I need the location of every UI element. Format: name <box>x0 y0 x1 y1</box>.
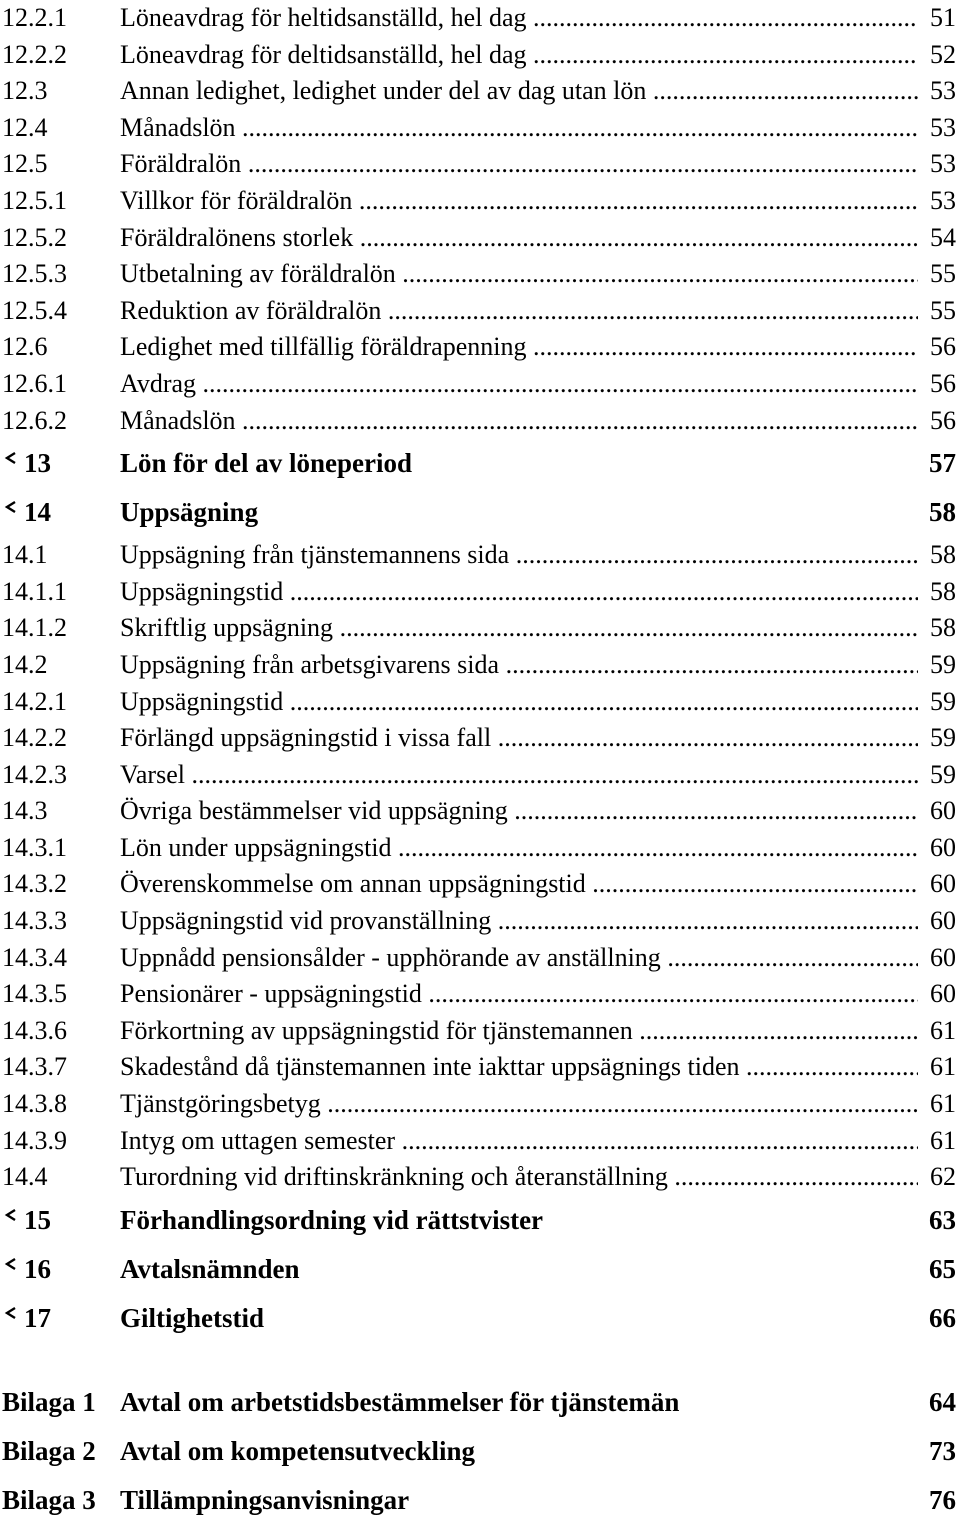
toc-number: 12.5.4 <box>2 295 67 325</box>
toc-number: 15 <box>24 1204 51 1235</box>
toc-number: 12.2.2 <box>2 39 67 69</box>
toc-entry[interactable] <box>0 574 960 611</box>
toc-page: 53 <box>930 149 956 179</box>
toc-number: Bilaga 2 <box>2 1435 96 1466</box>
toc-number: Bilaga 3 <box>2 1484 96 1515</box>
toc-page: 59 <box>930 723 956 753</box>
toc-number: 12.6.2 <box>2 405 67 435</box>
toc-title: Ledighet med tillfällig föräldrapenning ..... <box>120 329 918 366</box>
toc-number: 12.6 <box>2 332 48 362</box>
toc-title: Tillämpningsanvisningar <box>120 1484 410 1515</box>
toc-number: 14.3.1 <box>2 832 67 862</box>
toc-entry[interactable] <box>0 537 960 574</box>
toc-title: Uppnådd pensionsålder - upphörande av anställning ..... <box>120 940 918 977</box>
toc-number: 14.3.9 <box>2 1125 67 1155</box>
toc-entry[interactable] <box>0 73 960 110</box>
toc-page: 54 <box>930 222 956 252</box>
toc-page: 61 <box>930 1125 956 1155</box>
toc-title: Förhandlingsordning vid rättstvister <box>120 1204 544 1235</box>
toc-title: Månadslön ..... <box>120 110 918 147</box>
toc-entry[interactable] <box>0 1159 960 1196</box>
toc-entry[interactable] <box>0 1049 960 1086</box>
toc-title: Föräldralön ..... <box>120 146 918 183</box>
toc-entry[interactable] <box>0 0 960 37</box>
toc-number: 14.3.3 <box>2 906 67 936</box>
toc-chapter-13[interactable] <box>0 439 960 488</box>
toc-entry[interactable] <box>0 37 960 74</box>
toc-page: 58 <box>929 497 956 528</box>
expand-caret-icon[interactable] <box>4 1257 18 1283</box>
toc-entry[interactable] <box>0 1013 960 1050</box>
toc-page: 51 <box>930 3 956 32</box>
toc-title: Villkor för föräldralön ..... <box>120 183 918 220</box>
toc-entry[interactable] <box>0 610 960 647</box>
toc-entry[interactable] <box>0 647 960 684</box>
toc-page: 53 <box>930 112 956 142</box>
toc-entry[interactable] <box>0 976 960 1013</box>
toc-number: 12.3 <box>2 76 48 106</box>
toc-page: 59 <box>930 686 956 716</box>
toc-entry[interactable] <box>0 903 960 940</box>
toc-title: Uppsägning från tjänstemannens sida ..... <box>120 537 918 574</box>
toc-number: 14.4 <box>2 1162 48 1192</box>
toc-entry[interactable] <box>0 720 960 757</box>
toc-page: 55 <box>930 295 956 325</box>
toc-page: 60 <box>930 906 956 936</box>
toc-page: 60 <box>930 832 956 862</box>
toc-chapter-17[interactable] <box>0 1294 960 1343</box>
toc-page: 62 <box>930 1162 956 1192</box>
toc-title: Avtal om kompetensutveckling <box>120 1435 475 1466</box>
toc-page: 76 <box>929 1484 956 1515</box>
toc-entry[interactable] <box>0 684 960 721</box>
toc-title: Uppsägning från arbetsgivarens sida ..... <box>120 647 918 684</box>
toc-number: 14.2.3 <box>2 759 67 789</box>
toc-entry[interactable] <box>0 1123 960 1160</box>
toc-entry[interactable] <box>0 183 960 220</box>
toc-page: 60 <box>930 869 956 899</box>
toc-entry[interactable] <box>0 366 960 403</box>
toc-page: 58 <box>930 613 956 643</box>
toc-entry[interactable] <box>0 293 960 330</box>
toc-number: Bilaga 1 <box>2 1386 96 1417</box>
toc-page: 59 <box>930 759 956 789</box>
toc-number: 12.5 <box>2 149 48 179</box>
toc-page: 65 <box>929 1253 956 1284</box>
toc-title: Löneavdrag för heltidsanställd, hel dag ..... <box>120 0 918 37</box>
toc-title: Förlängd uppsägningstid i vissa fall ..... <box>120 720 918 757</box>
toc-entry[interactable] <box>0 830 960 867</box>
toc-page: 60 <box>930 942 956 972</box>
toc-page: 73 <box>929 1435 956 1466</box>
toc-page: 56 <box>930 405 956 435</box>
toc-title: Tjänstgöringsbetyg ..... <box>120 1086 918 1123</box>
toc-page: 58 <box>930 576 956 606</box>
toc-number: 12.5.2 <box>2 222 67 252</box>
toc-entry[interactable] <box>0 866 960 903</box>
toc-number: 14 <box>24 497 51 528</box>
toc-title: Utbetalning av föräldralön ..... <box>120 256 918 293</box>
toc-page: 52 <box>930 39 956 69</box>
toc-title: Avtalsnämnden <box>120 1253 300 1284</box>
toc-page: 55 <box>930 259 956 289</box>
toc-chapter-16[interactable] <box>0 1245 960 1294</box>
toc-number: 12.4 <box>2 112 48 142</box>
toc-title: Reduktion av föräldralön ..... <box>120 293 918 330</box>
toc-number: 16 <box>24 1253 51 1284</box>
toc-chapter-15[interactable] <box>0 1196 960 1245</box>
toc-page: 61 <box>930 1015 956 1045</box>
toc-number: 14.3.6 <box>2 1015 67 1045</box>
toc-number: 14.1 <box>2 540 48 570</box>
toc-number: 17 <box>24 1302 51 1333</box>
toc-number: 14.1.2 <box>2 613 67 643</box>
toc-entry[interactable] <box>0 403 960 440</box>
expand-caret-icon[interactable] <box>4 1208 18 1234</box>
toc-title: Lön för del av löneperiod <box>120 448 413 479</box>
toc-title: Förkortning av uppsägningstid för tjänstemannen ..... <box>120 1013 918 1050</box>
toc-number: 14.3 <box>2 796 48 826</box>
toc-page: 60 <box>930 796 956 826</box>
toc-page: 64 <box>929 1386 956 1417</box>
toc-title: Annan ledighet, ledighet under del av dag utan lön ..... <box>120 73 918 110</box>
toc-title: Avtal om arbetstidsbestämmelser för tjänstemän <box>120 1386 680 1417</box>
toc-page: 59 <box>930 649 956 679</box>
toc-page: 56 <box>930 368 956 398</box>
toc-entry[interactable] <box>0 329 960 366</box>
toc-page: 63 <box>929 1204 956 1235</box>
toc-title: Turordning vid driftinskränkning och återanställning ..... <box>120 1159 918 1196</box>
toc-page: 61 <box>930 1052 956 1082</box>
toc-title: Övriga bestämmelser vid uppsägning ..... <box>120 793 918 830</box>
section-spacer <box>0 1343 960 1378</box>
toc-number: 14.3.5 <box>2 979 67 1009</box>
expand-caret-icon[interactable] <box>4 451 18 477</box>
toc-number: 14.3.4 <box>2 942 67 972</box>
toc-title: Skadestånd då tjänstemannen inte iakttar uppsägnings tiden ..... <box>120 1049 918 1086</box>
toc-title: Giltighetstid <box>120 1302 265 1333</box>
toc-page: 58 <box>930 540 956 570</box>
toc-number: 14.2.1 <box>2 686 67 716</box>
toc-number: 12.2.1 <box>2 3 67 32</box>
toc-title: Uppsägningstid ..... <box>120 574 918 611</box>
toc-page: 66 <box>929 1302 956 1333</box>
toc-page: 60 <box>930 979 956 1009</box>
toc-title: Uppsägningstid ..... <box>120 684 918 721</box>
toc-appendix[interactable] <box>0 1427 960 1476</box>
toc-title: Löneavdrag för deltidsanställd, hel dag ..... <box>120 37 918 74</box>
toc-entry[interactable] <box>0 110 960 147</box>
toc-number: 12.6.1 <box>2 368 67 398</box>
toc-entry[interactable] <box>0 757 960 794</box>
toc-entry[interactable] <box>0 940 960 977</box>
toc-page: 61 <box>930 1089 956 1119</box>
toc-title: Överenskommelse om annan uppsägningstid ..... <box>120 866 918 903</box>
toc-title: Varsel ..... <box>120 757 918 794</box>
toc-title: Lön under uppsägningstid ..... <box>120 830 918 867</box>
expand-caret-icon[interactable] <box>4 500 18 526</box>
toc-number: 14.3.2 <box>2 869 67 899</box>
toc-number: 14.2 <box>2 649 48 679</box>
toc-entry[interactable] <box>0 1086 960 1123</box>
toc-page: 57 <box>929 448 956 479</box>
toc-number: 12.5.1 <box>2 185 67 215</box>
toc-title: Månadslön ..... <box>120 403 918 440</box>
toc-title: Uppsägningstid vid provanställning ..... <box>120 903 918 940</box>
toc-title: Föräldralönens storlek ..... <box>120 220 918 257</box>
toc-entry[interactable] <box>0 793 960 830</box>
toc-entry[interactable] <box>0 146 960 183</box>
toc-page: 53 <box>930 185 956 215</box>
toc-page: 53 <box>930 76 956 106</box>
toc-title: Intyg om uttagen semester ..... <box>120 1123 918 1160</box>
toc-title: Skriftlig uppsägning ..... <box>120 610 918 647</box>
toc-title: Avdrag ..... <box>120 366 918 403</box>
toc-number: 13 <box>24 448 51 479</box>
expand-caret-icon[interactable] <box>4 1306 18 1332</box>
toc-entry[interactable] <box>0 220 960 257</box>
toc-appendix[interactable] <box>0 1378 960 1427</box>
toc-number: 14.2.2 <box>2 723 67 753</box>
toc-appendix[interactable] <box>0 1476 960 1525</box>
toc-number: 12.5.3 <box>2 259 67 289</box>
toc-page: 56 <box>930 332 956 362</box>
toc-title: Pensionärer - uppsägningstid ..... <box>120 976 918 1013</box>
toc-entry[interactable] <box>0 256 960 293</box>
toc-number: 14.1.1 <box>2 576 67 606</box>
toc-number: 14.3.8 <box>2 1089 67 1119</box>
toc-chapter-14[interactable] <box>0 488 960 537</box>
toc-number: 14.3.7 <box>2 1052 67 1082</box>
toc-title: Uppsägning <box>120 497 259 528</box>
